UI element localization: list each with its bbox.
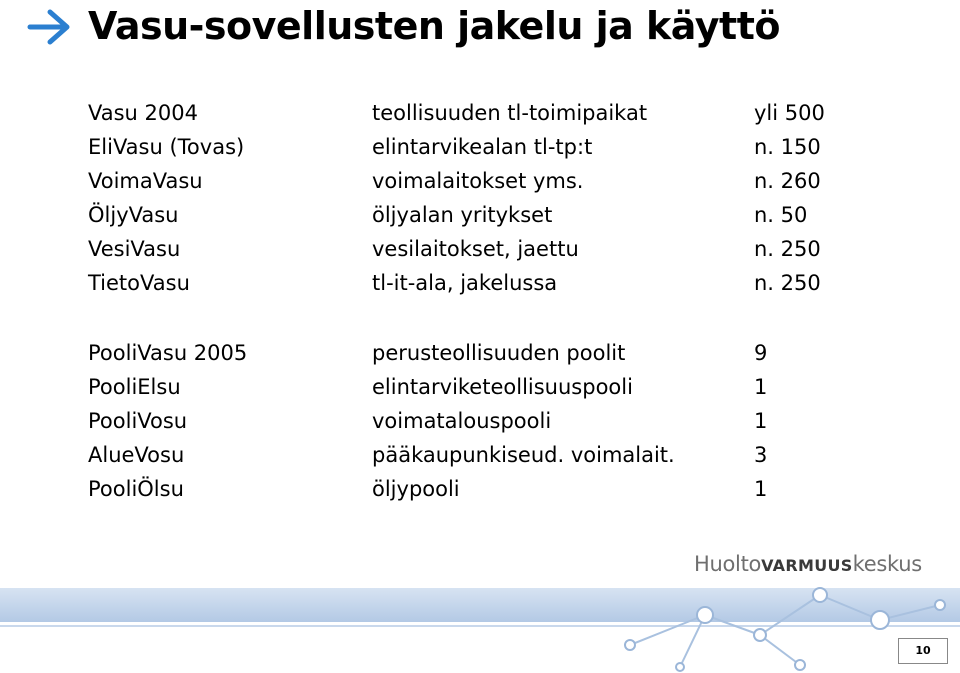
pool-name: PooliVasu 2005 bbox=[88, 341, 248, 365]
app-description: tl-it-ala, jakelussa bbox=[372, 271, 558, 295]
app-description: öljyalan yritykset bbox=[372, 203, 553, 227]
app-name: EliVasu (Tovas) bbox=[88, 135, 245, 159]
pool-name: PooliElsu bbox=[88, 375, 181, 399]
app-name: VoimaVasu bbox=[88, 169, 203, 193]
app-name: ÖljyVasu bbox=[88, 203, 179, 227]
pool-description: elintarviketeollisuuspooli bbox=[372, 375, 633, 399]
logo-part3: keskus bbox=[852, 552, 922, 576]
app-count: n. 260 bbox=[754, 169, 821, 193]
app-description: elintarvikealan tl-tp:t bbox=[372, 135, 593, 159]
pool-description: perusteollisuuden poolit bbox=[372, 341, 626, 365]
app-name: TietoVasu bbox=[88, 271, 190, 295]
app-count: n. 250 bbox=[754, 271, 821, 295]
app-description: voimalaitokset yms. bbox=[372, 169, 584, 193]
pool-count: 1 bbox=[754, 375, 768, 399]
app-description: teollisuuden tl-toimipaikat bbox=[372, 101, 648, 125]
pool-count: 9 bbox=[754, 341, 768, 365]
app-count: yli 500 bbox=[754, 101, 825, 125]
logo bbox=[694, 552, 922, 576]
page-title: Vasu-sovellusten jakelu ja käyttö bbox=[88, 4, 780, 48]
pool-description: voimatalouspooli bbox=[372, 409, 552, 433]
app-count: n. 150 bbox=[754, 135, 821, 159]
logo-part1: Huolto bbox=[694, 552, 762, 576]
pool-name: PooliVosu bbox=[88, 409, 188, 433]
logo-part2: VARMUUS bbox=[761, 556, 853, 575]
app-count: n. 50 bbox=[754, 203, 808, 227]
pool-count: 3 bbox=[754, 443, 768, 467]
arrow-right-icon bbox=[26, 8, 74, 46]
app-name: Vasu 2004 bbox=[88, 101, 198, 125]
pool-description: öljypooli bbox=[372, 477, 460, 501]
pool-description: pääkaupunkiseud. voimalait. bbox=[372, 443, 675, 467]
pool-count: 1 bbox=[754, 409, 768, 433]
pool-name: AlueVosu bbox=[88, 443, 185, 467]
app-count: n. 250 bbox=[754, 237, 821, 261]
pool-count: 1 bbox=[754, 477, 768, 501]
app-description: vesilaitokset, jaettu bbox=[372, 237, 579, 261]
pool-name: PooliÖlsu bbox=[88, 477, 184, 501]
page-number: 10 bbox=[898, 638, 948, 664]
app-name: VesiVasu bbox=[88, 237, 181, 261]
